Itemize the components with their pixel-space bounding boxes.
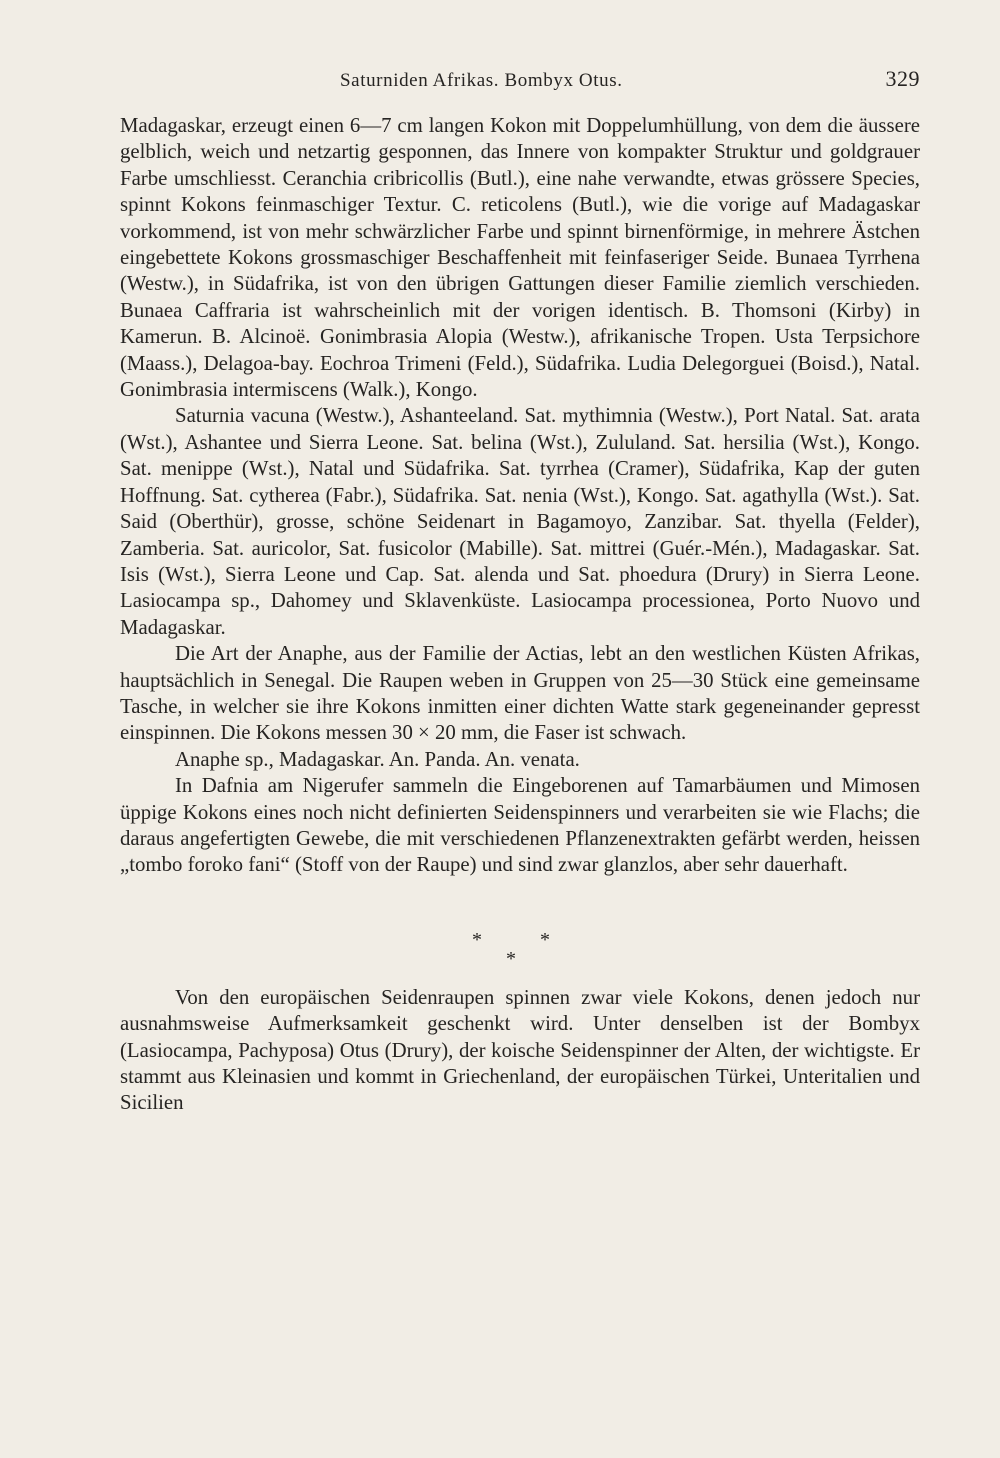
asterisk-right: * [540, 928, 550, 951]
paragraph-anaphe: Die Art der Anaphe, aus der Familie der Actias, lebt an den westlichen Küsten Afrikas, hauptsächlich in Senegal. Die Raupen weben in Gruppen von 25—30 Stück eine gemeinsame Tasche, in welcher sie ihre Kokons inmitten einer dichten Watte stark gegeneinander gepresst einspinnen. Die Kokons messen 30 × 20 mm, die Faser ist schwach. [120, 642, 920, 745]
paragraph-anaphe-species: Anaphe sp., Madagaskar. An. Panda. An. venata. [175, 747, 580, 771]
paragraph-madagaskar-kokons: Madagaskar, erzeugt einen 6—7 cm langen Kokon mit Doppelumhüllung, von dem die äussere gelblich, weich und netzartig gesponnen, das Innere von kompakter Struktur und goldgrauer Farbe umschliesst. Ceranchia cribricollis (Butl.), eine nahe verwandte, etwas grössere Species, spinnt Kokons feinmaschiger Textur. C. reticolens (Butl.), wie die vorige auf Madagaskar vorkommend, ist von mehr schwärzlicher Farbe und spinnt birnenförmige, in mehrere Ästchen eingebettete Kokons grossmaschiger Beschaffenheit mit feinfaseriger Seide. Bunaea Tyrrhena (Westw.), in Südafrika, ist von den übrigen Gattungen dieser Familie ziemlich verschieden. Bunaea Caffraria ist wahrscheinlich mit der vorigen identisch. B. Thomsoni (Kirby) in Kamerun. B. Alcinoë. Gonimbrasia Alopia (Westw.), afrikanische Tropen. Usta Terpsichore (Maass.), Delagoa-bay. Eochroa Trimeni (Feld.), Südafrika. Ludia Delegorguei (Boisd.), Natal. Gonimbrasia intermiscens (Walk.), Kongo. [120, 114, 920, 402]
paragraph-dafnia: In Dafnia am Nigerufer sammeln die Eingeborenen auf Tamarbäumen und Mimosen üppige Kokons eines noch nicht definierten Seidenspinners und verarbeiten sie wie Flachs; die daraus angefertigten Gewebe, die mit verschiedenen Pflanzenextrakten gefärbt werden, heissen „tombo foroko fani“ (Stoff von der Raupe) und sind zwar glanzlos, aber sehr dauerhaft. [120, 774, 920, 877]
asterisk-left: * [472, 928, 482, 951]
asterisk-bottom: * [506, 947, 516, 970]
body-text [120, 113, 920, 1117]
paragraph-european-silkworms: Von den europäischen Seidenraupen spinnen zwar viele Kokons, denen jedoch nur ausnahmsweise Aufmerksamkeit geschenkt wird. Unter denselben ist der Bombyx (Lasiocampa, Pachyposa) Otus (Drury), der koische Seidenspinner der Alten, der wichtigste. Er stammt aus Kleinasien und kommt in Griechenland, der europäischen Türkei, Unteritalien und Sicilien [120, 985, 920, 1115]
section-divider-asterisks [120, 879, 920, 985]
page-number: 329 [885, 66, 920, 91]
page-header [120, 66, 920, 98]
running-title: Saturniden Afrikas. Bombyx Otus. [340, 70, 623, 91]
paragraph-saturnia-species: Saturnia vacuna (Westw.), Ashanteeland. Sat. mythimnia (Westw.), Port Natal. Sat. arata (Wst.), Ashantee und Sierra Leone. Sat. belina (Wst.), Zululand. Sat. hersilia (Wst.), Kongo. Sat. menippe (Wst.), Natal und Südafrika. Sat. tyrrhea (Cramer), Südafrika, Kap der guten Hoffnung. Sat. cytherea (Fabr.), Südafrika. Sat. nenia (Wst.), Kongo. Sat. agathylla (Wst.). Sat. Said (Oberthür), grosse, schöne Seidenart in Bagamoyo, Zanzibar. Sat. thyella (Felder), Zamberia. Sat. auricolor, Sat. fusicolor (Mabille). Sat. mittrei (Guér.-Mén.), Madagaskar. Sat. Isis (Wst.), Sierra Leone und Cap. Sat. alenda und Sat. phoedura (Drury) in Sierra Leone. Lasiocampa sp., Dahomey und Sklavenküste. Lasiocampa processionea, Porto Nuovo und Madagaskar. [120, 404, 920, 639]
